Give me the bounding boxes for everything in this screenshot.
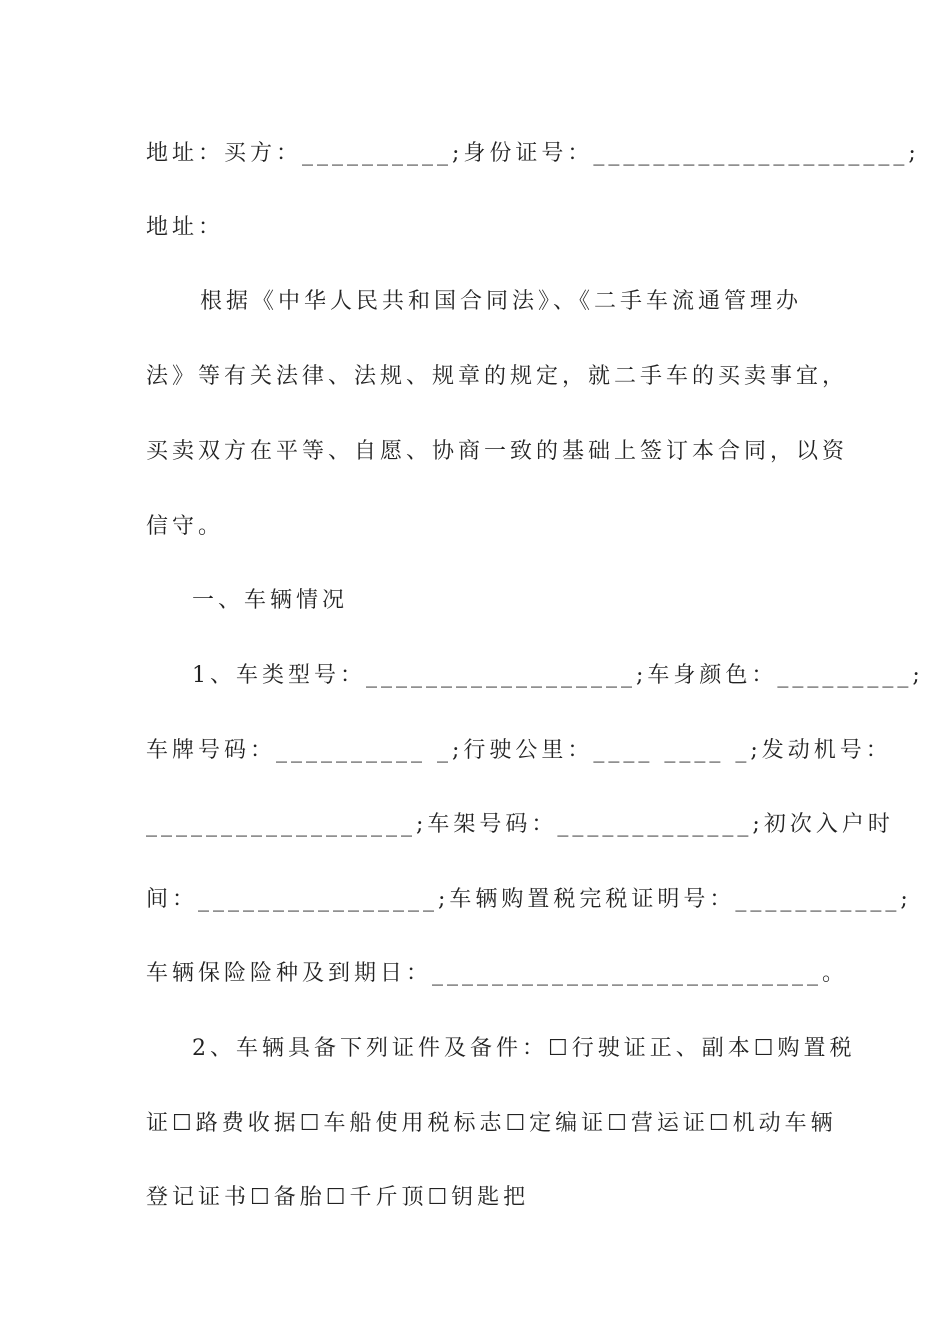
vehicle-item-1-line-3: __________________;车架号码：_____________;初次入户时	[146, 812, 894, 837]
section-heading-vehicle: 一、车辆情况	[192, 588, 349, 613]
address-line: 地址：	[146, 215, 225, 240]
vehicle-item-2-line-3: 登记证书☐备胎☐千斤顶☐钥匙把	[146, 1185, 530, 1210]
preamble-line-2: 法》等有关法律、法规、规章的规定，就二手车的买卖事宜，	[146, 364, 849, 389]
preamble-line-1: 根据《中华人民共和国合同法》、《二手车流通管理办	[200, 289, 803, 314]
preamble-line-3: 买卖双方在平等、自愿、协商一致的基础上签订本合同，以资	[146, 439, 849, 464]
vehicle-item-1-line-1: 1、车类型号：__________________;车身颜色：_________;	[192, 663, 924, 688]
vehicle-item-2-line-2: 证☐路费收据☐车船使用税标志☐定编证☐营运证☐机动车辆	[146, 1111, 837, 1136]
preamble-line-4: 信守。	[146, 514, 225, 539]
buyer-address-id-line: 地址：买方：__________;身份证号：_____________________;	[146, 141, 920, 166]
vehicle-item-1-line-4: 间：________________;车辆购置税完税证明号：___________;	[146, 887, 912, 912]
vehicle-item-2-line-1: 2、车辆具备下列证件及备件：☐行驶证正、副本☐购置税	[192, 1036, 856, 1061]
vehicle-item-1-line-5: 车辆保险险种及到期日：__________________________。	[146, 961, 849, 986]
vehicle-item-1-line-2: 车牌号码：__________ _;行驶公里：____ ____ _;发动机号：	[146, 738, 892, 763]
